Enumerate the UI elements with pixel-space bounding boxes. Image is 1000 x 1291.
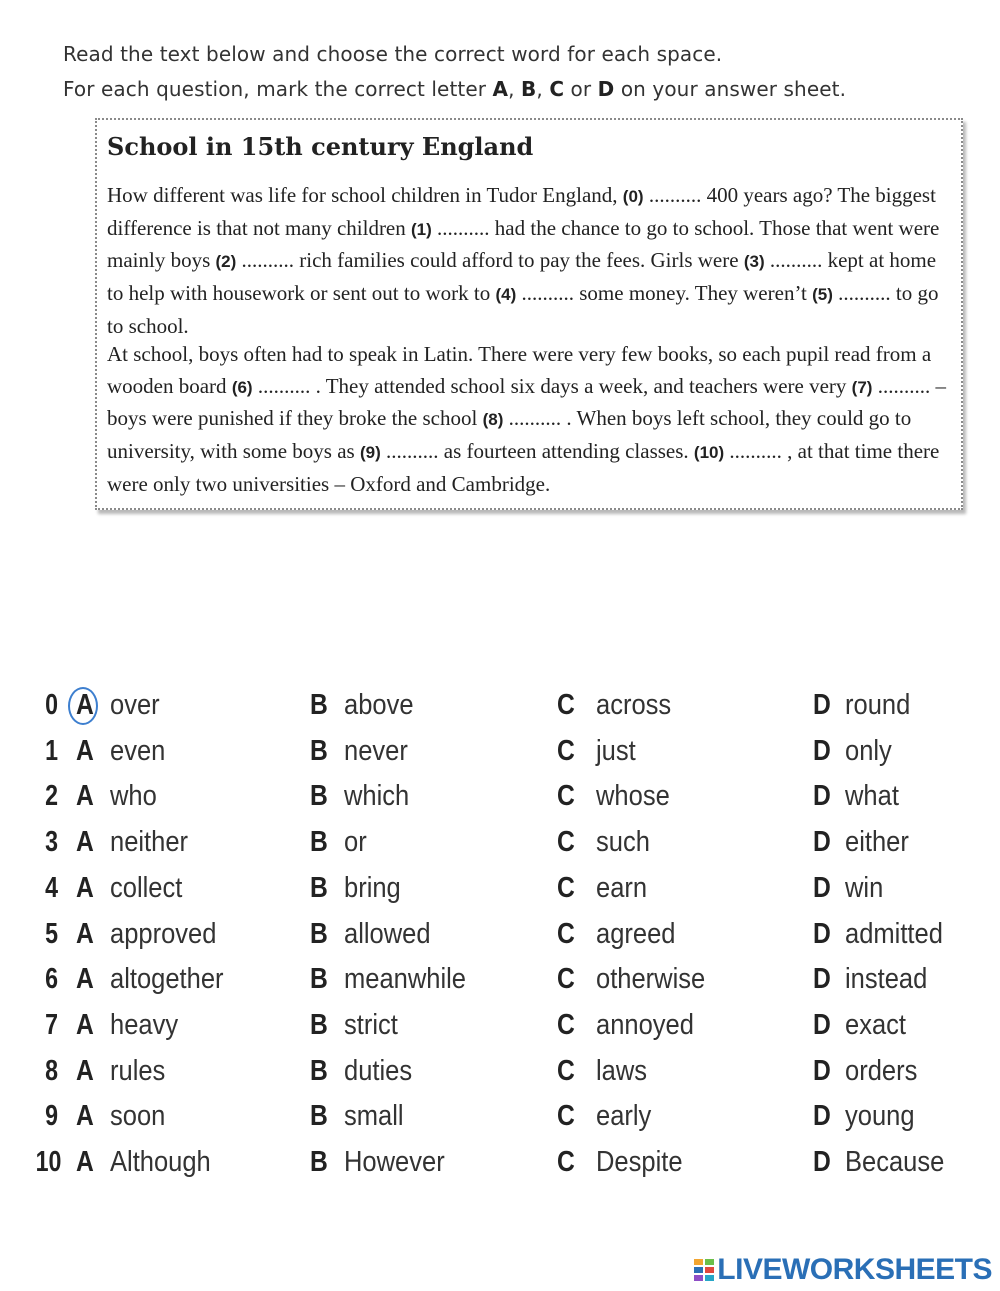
gap-number: (9) [359, 443, 381, 463]
option-letter-c[interactable]: C [557, 1008, 575, 1041]
gap-number: (0) [622, 187, 644, 206]
gap-number: (7) [851, 377, 873, 397]
option-word-b[interactable]: duties [344, 1054, 413, 1087]
question-number: 4 [45, 871, 58, 904]
option-word-d[interactable]: win [845, 871, 884, 904]
option-letter-c[interactable]: C [557, 1054, 575, 1087]
option-letter-a[interactable]: A [76, 734, 94, 767]
passage-title: School in 15th century England [107, 132, 534, 161]
option-word-c[interactable]: whose [596, 780, 670, 813]
option-word-c[interactable]: early [596, 1100, 652, 1133]
passage-text: .......... . When boys left school, they could go to university, with some boys as [107, 406, 912, 464]
option-letter-b[interactable]: B [310, 917, 328, 950]
option-word-d[interactable]: admitted [845, 917, 943, 950]
passage-text: .......... to go to school. [107, 281, 939, 338]
option-letter-d[interactable]: D [813, 734, 831, 767]
option-word-a[interactable]: collect [110, 871, 183, 904]
passage-text: .......... . They attended school six days a week, and teachers were very [252, 373, 852, 398]
option-letter-d[interactable]: D [813, 963, 831, 996]
passage-paragraph-2 [107, 339, 957, 501]
option-letter-a[interactable]: A [76, 689, 94, 721]
option-word-b[interactable]: above [344, 689, 414, 721]
question-row [0, 872, 1000, 916]
option-letter-c[interactable]: C [557, 917, 575, 950]
option-letter-b[interactable]: B [310, 1146, 328, 1178]
option-word-d[interactable]: what [845, 780, 899, 813]
separator: , [536, 77, 550, 101]
option-word-b[interactable]: never [344, 734, 408, 767]
letter-a: A [492, 77, 509, 101]
passage-text: .......... as fourteen attending classes. [380, 439, 694, 464]
option-word-c[interactable]: annoyed [596, 1008, 694, 1041]
gap-number: (5) [812, 285, 833, 305]
option-word-a[interactable]: who [110, 780, 157, 813]
option-letter-a[interactable]: A [76, 871, 94, 904]
question-row [0, 826, 1000, 870]
passage-text: .......... some money. They weren’t [516, 281, 813, 306]
option-letter-b[interactable]: B [310, 871, 328, 904]
instruction-line-1: Read the text below and choose the correct word for each space. [63, 42, 723, 66]
letter-d: D [597, 77, 615, 101]
option-letter-d[interactable]: D [813, 1100, 831, 1133]
question-number: 5 [45, 917, 58, 950]
separator: , [508, 77, 522, 101]
option-letter-c[interactable]: C [557, 963, 575, 996]
option-word-c[interactable]: across [596, 689, 672, 721]
passage-text: How different was life for school children in Tudor England, [107, 183, 623, 207]
option-letter-b[interactable]: B [310, 1008, 328, 1041]
option-letter-b[interactable]: B [310, 963, 328, 996]
question-row [0, 1146, 1000, 1190]
instruction-line-2 [63, 77, 846, 101]
option-word-a[interactable]: approved [110, 917, 217, 950]
option-letter-a[interactable]: A [76, 780, 94, 813]
passage-text: .......... kept at home to help with housework or sent out to work to [107, 248, 937, 306]
option-word-c[interactable]: laws [596, 1054, 648, 1087]
instruction-text: on your answer sheet. [614, 77, 847, 101]
question-number: 8 [45, 1054, 58, 1087]
option-word-a[interactable]: even [110, 734, 166, 767]
passage-paragraph-1 [107, 180, 957, 343]
question-row [0, 1100, 1000, 1144]
question-number: 0 [45, 689, 58, 721]
gap-number: (10) [693, 443, 725, 463]
option-letter-c[interactable]: C [557, 871, 575, 904]
option-letter-d[interactable]: D [813, 689, 831, 721]
option-letter-a[interactable]: A [76, 826, 94, 859]
option-word-d[interactable]: orders [845, 1054, 918, 1087]
option-letter-a[interactable]: A [76, 1054, 94, 1087]
option-word-c[interactable]: earn [596, 871, 648, 904]
passage-text: .......... – boys were punished if they broke the school [107, 373, 946, 431]
option-word-c[interactable]: such [596, 826, 650, 859]
option-letter-d[interactable]: D [813, 917, 831, 950]
option-letter-b[interactable]: B [310, 1100, 328, 1133]
option-word-c[interactable]: Despite [596, 1146, 683, 1178]
question-row [0, 735, 1000, 779]
liveworksheets-logo-icon [694, 1259, 714, 1281]
option-letter-d[interactable]: D [813, 826, 831, 859]
option-letter-c[interactable]: C [557, 1146, 575, 1178]
option-letter-a[interactable]: A [76, 917, 94, 950]
option-word-a[interactable]: neither [110, 826, 189, 859]
option-word-d[interactable]: round [845, 689, 911, 721]
option-letter-a[interactable]: A [76, 1100, 94, 1133]
option-letter-d[interactable]: D [813, 1008, 831, 1041]
option-letter-a[interactable]: A [76, 1008, 94, 1041]
option-letter-d[interactable]: D [813, 1054, 831, 1087]
brand-name: LIVEWORKSHEETS [717, 1253, 992, 1286]
option-letter-b[interactable]: B [310, 1054, 328, 1087]
option-word-b[interactable]: which [344, 780, 410, 813]
option-word-d[interactable]: young [845, 1100, 915, 1133]
option-word-a[interactable]: soon [110, 1100, 166, 1133]
question-row [0, 689, 1000, 733]
option-word-b[interactable]: However [344, 1146, 445, 1178]
option-word-b[interactable]: meanwhile [344, 963, 467, 996]
option-word-a[interactable]: heavy [110, 1008, 179, 1041]
gap-number: (3) [743, 252, 765, 272]
option-letter-c[interactable]: C [557, 780, 575, 813]
question-number: 3 [45, 826, 58, 859]
option-letter-c[interactable]: C [557, 1100, 575, 1133]
option-word-c[interactable]: agreed [596, 917, 676, 950]
passage-text: .......... had the chance to go to school. Those that went were mainly boys [107, 215, 940, 273]
question-number: 1 [45, 734, 58, 767]
option-word-c[interactable]: just [596, 734, 636, 767]
question-row [0, 963, 1000, 1007]
option-word-a[interactable]: rules [110, 1054, 166, 1087]
instruction-text: or [564, 77, 598, 101]
gap-number: (8) [482, 410, 504, 430]
instruction-text: For each question, mark the correct letter [63, 77, 493, 101]
gap-number: (6) [231, 377, 253, 397]
question-number: 7 [45, 1008, 58, 1041]
option-letter-b[interactable]: B [310, 826, 328, 859]
option-word-a[interactable]: Although [110, 1146, 211, 1178]
question-row [0, 780, 1000, 824]
gap-number: (2) [215, 252, 237, 272]
option-letter-c[interactable]: C [557, 734, 575, 767]
option-word-d[interactable]: Because [845, 1146, 945, 1178]
option-word-b[interactable]: strict [344, 1008, 398, 1041]
passage-text: .......... rich families could afford to pay the fees. Girls were [236, 248, 744, 273]
passage-text: At school, boys often had to speak in Latin. There were very few books, so each pupil read from a wooden board [107, 342, 932, 398]
gap-number: (1) [411, 219, 432, 239]
option-letter-c[interactable]: C [557, 689, 575, 721]
question-row [0, 1055, 1000, 1099]
question-number: 6 [45, 963, 58, 996]
option-word-b[interactable]: small [344, 1100, 404, 1133]
option-letter-d[interactable]: D [813, 780, 831, 813]
option-word-a[interactable]: altogether [110, 963, 224, 996]
option-word-d[interactable]: exact [845, 1008, 907, 1041]
question-number: 10 [35, 1146, 62, 1178]
passage-text: .......... 400 years ago? The biggest difference is that not many children [107, 183, 936, 240]
question-number: 2 [45, 780, 58, 813]
footer-logo [694, 1253, 992, 1287]
letter-b: B [521, 77, 537, 101]
option-word-d[interactable]: instead [845, 963, 928, 996]
option-word-d[interactable]: either [845, 826, 909, 859]
question-number: 9 [45, 1100, 58, 1133]
letter-c: C [549, 77, 565, 101]
gap-number: (4) [495, 285, 517, 305]
question-row [0, 918, 1000, 962]
option-letter-b[interactable]: B [310, 780, 328, 813]
question-row [0, 1009, 1000, 1053]
option-letter-d[interactable]: D [813, 1146, 831, 1178]
option-word-b[interactable]: bring [344, 871, 401, 904]
option-word-c[interactable]: otherwise [596, 963, 706, 996]
example-answer-circle [68, 687, 98, 725]
option-word-b[interactable]: or [344, 826, 367, 859]
option-letter-a[interactable]: A [76, 963, 94, 996]
option-word-b[interactable]: allowed [344, 917, 431, 950]
passage-text: .......... , at that time there were only two universities – Oxford and Cambridge. [107, 439, 940, 496]
option-letter-b[interactable]: B [310, 734, 328, 767]
option-letter-d[interactable]: D [813, 871, 831, 904]
option-letter-c[interactable]: C [557, 826, 575, 859]
option-letter-a[interactable]: A [76, 1146, 94, 1178]
option-word-d[interactable]: only [845, 734, 892, 767]
passage-box [95, 118, 963, 510]
option-word-a[interactable]: over [110, 689, 160, 721]
option-letter-b[interactable]: B [310, 689, 328, 721]
